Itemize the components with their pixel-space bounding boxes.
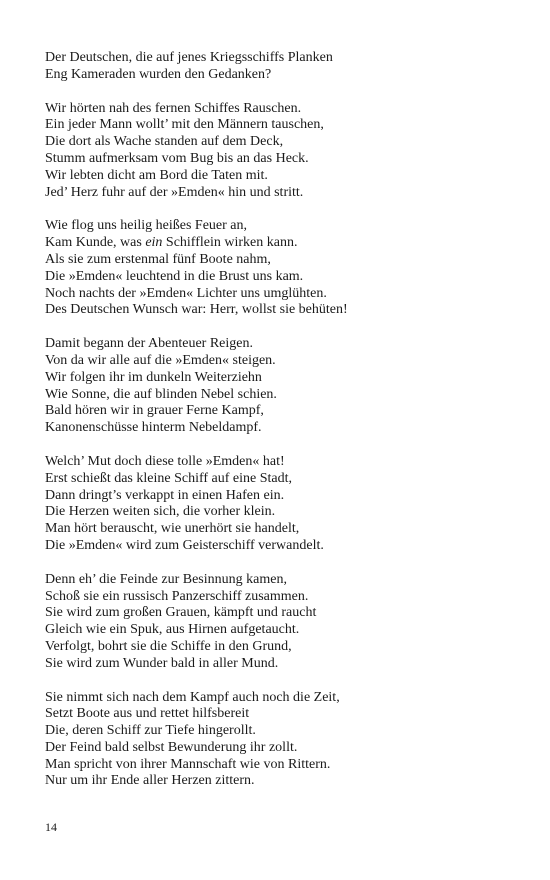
verse-line: Bald hören wir in grauer Ferne Kampf, [45, 403, 264, 419]
verse-line: Sie wird zum großen Grauen, kämpft und raucht [45, 605, 317, 621]
stanza-1 [45, 50, 525, 84]
verse-line: Wir lebten dicht am Bord die Taten mit. [45, 167, 268, 183]
stanza-7 [45, 690, 525, 791]
verse-line: Dann dringt’s verkappt in einen Hafen ein. [45, 487, 285, 503]
verse-line: Verfolgt, bohrt sie die Schiffe in den Grund, [45, 638, 292, 654]
verse-line: Die Herzen weiten sich, die vorher klein. [45, 504, 276, 520]
verse-line: Damit begann der Abenteuer Reigen. [45, 336, 253, 352]
verse-line: Die »Emden« leuchtend in die Brust uns kam. [45, 268, 304, 284]
verse-line: Von da wir alle auf die »Emden« steigen. [45, 352, 276, 368]
page-number: 14 [45, 820, 57, 834]
stanza-2 [45, 101, 525, 202]
verse-line: Man spricht von ihrer Mannschaft wie von Rittern. [45, 756, 331, 772]
verse-line: Die dort als Wache standen auf dem Deck, [45, 134, 284, 150]
verse-line: Wir folgen ihr im dunkeln Weiterziehn [45, 369, 262, 385]
stanza-4 [45, 336, 525, 437]
verse-line: Die »Emden« wird zum Geisterschiff verwandelt. [45, 537, 324, 553]
verse-line: Jed’ Herz fuhr auf der »Emden« hin und stritt. [45, 184, 304, 200]
verse-line: Sie nimmt sich nach dem Kampf auch noch die Zeit, [45, 689, 340, 705]
verse-line: Man hört berauscht, wie unerhört sie handelt, [45, 521, 300, 537]
stanza-3 [45, 218, 525, 319]
stanza-6 [45, 572, 525, 673]
verse-line: Sie wird zum Wunder bald in aller Mund. [45, 655, 279, 671]
stanza-5 [45, 454, 525, 555]
verse-line: Denn eh’ die Feinde zur Besinnung kamen, [45, 571, 287, 587]
verse-line: Kanonenschüsse hinterm Nebeldampf. [45, 420, 262, 436]
verse-line: Eng Kameraden wurden den Gedanken? [45, 66, 272, 82]
verse-line: Noch nachts der »Emden« Lichter uns umglühten. [45, 285, 327, 301]
verse-line: Nur um ihr Ende aller Herzen zittern. [45, 773, 255, 789]
verse-line: Der Deutschen, die auf jenes Kriegsschiffs Planken [45, 50, 333, 65]
verse-line: Stumm aufmerksam vom Bug bis an das Heck. [45, 150, 309, 166]
verse-line: Ein jeder Mann wollt’ mit den Männern tauschen, [45, 117, 324, 133]
verse-line: Der Feind bald selbst Bewunderung ihr zollt. [45, 739, 298, 755]
italic-word: ein [145, 235, 163, 251]
verse-line: Des Deutschen Wunsch war: Herr, wollst sie behüten! [45, 302, 348, 318]
verse-line-with-italic: Kam Kunde, was ein Schifflein wirken kann. [45, 235, 298, 251]
verse-line: Wir hörten nah des fernen Schiffes Rauschen. [45, 100, 302, 116]
verse-line: Schoß sie ein russisch Panzerschiff zusammen. [45, 588, 309, 604]
verse-line: Wie flog uns heilig heißes Feuer an, [45, 218, 247, 234]
poem-body [45, 50, 525, 807]
verse-line: Gleich wie ein Spuk, aus Hirnen aufgetaucht. [45, 622, 300, 638]
verse-line: Die, deren Schiff zur Tiefe hingerollt. [45, 723, 256, 739]
verse-line: Als sie zum erstenmal fünf Boote nahm, [45, 251, 271, 267]
verse-line: Welch’ Mut doch diese tolle »Emden« hat! [45, 453, 285, 469]
verse-line: Wie Sonne, die auf blinden Nebel schien. [45, 386, 277, 402]
verse-line: Erst schießt das kleine Schiff auf eine Stadt, [45, 470, 293, 486]
verse-line: Setzt Boote aus und rettet hilfsbereit [45, 706, 250, 722]
